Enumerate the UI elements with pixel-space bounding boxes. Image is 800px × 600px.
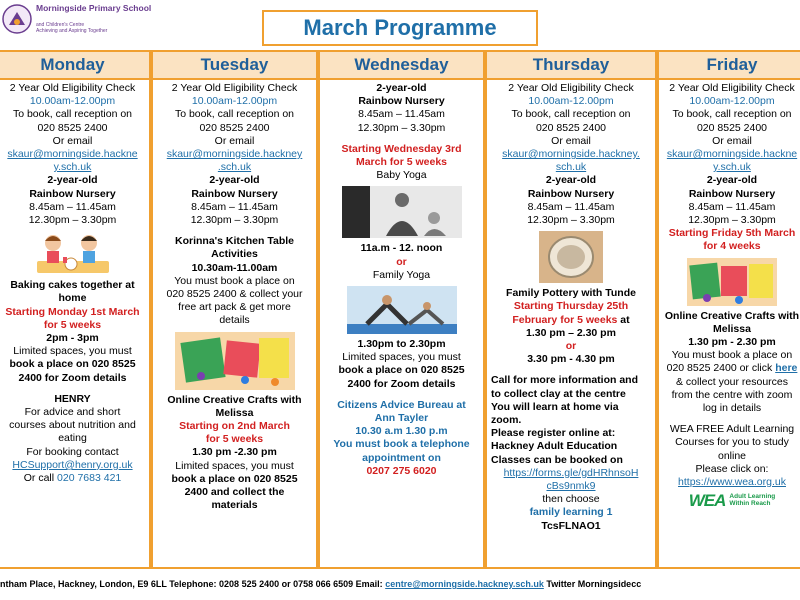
citizens-advice-title: Citizens Advice Bureau at Ann Tayler	[337, 398, 466, 425]
crafts-time: 1.30 pm - 2.30 pm	[688, 336, 776, 349]
henry-phone: Or call 020 7683 421	[23, 472, 122, 485]
nursery-afternoon: 12.30pm – 3.30pm	[527, 214, 615, 227]
course-code: TcsFLNAO1	[541, 519, 601, 532]
pottery-time-2: 3.30 pm - 4.30 pm	[527, 353, 615, 366]
citizens-advice-time: 10.30 a.m 1.30 p.m	[355, 425, 448, 438]
booking-text: To book, call reception on	[672, 108, 792, 121]
nursery-name: Rainbow Nursery	[358, 95, 445, 108]
eligibility-time: 10.00am-12.00pm	[191, 95, 278, 108]
or-email: Or email	[214, 134, 255, 147]
crafts-booking: You must book a place on 020 8525 2400 or click here & collect your resources from the centre with zoom log in details	[666, 349, 798, 415]
eligibility-title: 2 Year Old Eligibility Check	[508, 82, 634, 94]
booking-phone: 020 8525 2400	[37, 121, 108, 134]
nursery-afternoon: 12.30pm – 3.30pm	[688, 214, 776, 227]
nursery-age: 2-year-old	[376, 82, 427, 94]
family-learning-text: family learning 1	[529, 506, 613, 519]
registration-link[interactable]: https://forms.gle/gdHRhnsoH cBs9nmk9	[503, 466, 639, 493]
or-email: Or email	[52, 134, 93, 147]
thursday-header: Thursday	[487, 52, 655, 80]
kitchen-time: 10.30am-11.00am	[191, 261, 278, 274]
baking-booking: Limited spaces, you must book a place on 020 8525 2400 for Zoom details	[9, 345, 136, 384]
pottery-info: Call for more information and to collect clay at the centre You will learn at home via zoom. Please register online at: Hackney Adult Education Classes can be booked on	[491, 374, 639, 466]
then-choose: then choose	[542, 493, 600, 506]
friday-column	[657, 50, 800, 569]
eligibility-title: 2 Year Old Eligibility Check	[669, 82, 795, 94]
nursery-name: Rainbow Nursery	[191, 187, 278, 200]
baby-yoga-time: 11a.m - 12. noon	[360, 242, 443, 255]
baking-children-icon	[33, 231, 113, 275]
or-email: Or email	[551, 134, 591, 147]
school-crest-icon	[2, 4, 32, 34]
school-logo	[0, 0, 160, 44]
family-yoga-booking: Limited spaces, you must book a place on 020 8525 2400 for Zoom details	[338, 351, 465, 390]
booking-phone: 020 8525 2400	[199, 121, 270, 134]
wednesday-column	[318, 50, 485, 569]
email-link[interactable]: skaur@morningside.hackney. sch.uk	[502, 148, 640, 174]
nursery-age: 2-year-old	[545, 174, 597, 187]
nursery-age: 2-year-old	[706, 174, 758, 187]
craft-materials-icon	[175, 332, 295, 390]
baking-start: Starting Monday 1st March for 5 weeks	[5, 305, 140, 331]
or-text: or	[565, 340, 577, 353]
here-link[interactable]: here	[775, 362, 798, 375]
citizens-advice-booking: You must book a telephone appointment on	[333, 438, 470, 464]
email-link[interactable]: skaur@morningside.hackney .sch.uk	[166, 148, 303, 174]
monday-column	[0, 50, 151, 569]
nursery-morning: 8.45am – 11.45am	[688, 200, 776, 213]
wednesday-header: Wednesday	[320, 52, 483, 80]
crafts-booking: Limited spaces, you must book a place on 020 8525 2400 and collect the materials	[171, 459, 298, 512]
craft-materials-icon	[687, 258, 777, 306]
booking-phone: 020 8525 2400	[535, 121, 607, 134]
baby-yoga-photo-icon	[342, 186, 462, 238]
crafts-time: 1.30 pm -2.30 pm	[192, 446, 277, 459]
crafts-start: Starting on 2nd March for 5 weeks	[179, 420, 290, 446]
henry-description: For advice and short courses about nutrition and eating For booking contact	[9, 406, 136, 458]
or-email: Or email	[712, 134, 752, 147]
monday-header: Monday	[0, 52, 149, 80]
nursery-morning: 8.45am – 11.45am	[527, 200, 615, 213]
friday-header: Friday	[659, 52, 800, 80]
family-yoga-time: 1.30pm to 2.30pm	[357, 338, 446, 351]
eligibility-title: 2 Year Old Eligibility Check	[171, 82, 298, 94]
nursery-morning: 8.45am – 11.45am	[358, 108, 445, 121]
nursery-afternoon: 12.30pm – 3.30pm	[190, 214, 279, 227]
pottery-bowl-icon	[539, 231, 603, 283]
wea-logo: WEA Adult Learning Within Reach	[688, 490, 776, 510]
baking-time: 2pm - 3pm	[46, 332, 99, 345]
nursery-age: 2-year-old	[209, 174, 260, 187]
nursery-afternoon: 12.30pm – 3.30pm	[357, 121, 446, 134]
crafts-title: Online Creative Crafts with Melissa	[167, 393, 302, 419]
nursery-name: Rainbow Nursery	[688, 187, 776, 200]
eligibility-title: 2 Year Old Eligibility Check	[9, 82, 136, 94]
nursery-name: Rainbow Nursery	[527, 187, 615, 200]
nursery-morning: 8.45am – 11.45am	[29, 200, 116, 213]
family-yoga-title: Family Yoga	[372, 268, 431, 281]
footer-contact: ntham Place, Hackney, London, E9 6LL Telephone: 0208 525 2400 or 0758 066 6509 Email: centre@morningside.hackney.sch.uk Twitter Morningsidecc	[0, 579, 642, 589]
yoga-start: Starting Wednesday 3rd March for 5 weeks	[341, 142, 462, 169]
booking-text: To book, call reception on	[511, 108, 631, 121]
tuesday-header: Tuesday	[153, 52, 316, 80]
family-yoga-photo-icon	[347, 286, 457, 334]
booking-phone: 020 8525 2400	[696, 121, 768, 134]
crafts-start: Starting Friday 5th March for 4 weeks	[668, 227, 796, 253]
pottery-start: Starting Thursday 25th February for 5 weeks at	[512, 300, 630, 326]
booking-text: To book, call reception on	[12, 108, 133, 121]
nursery-age: 2-year-old	[47, 174, 98, 187]
school-name: Morningside Primary School	[36, 3, 152, 13]
kitchen-title: Korinna's Kitchen Table Activities	[175, 235, 294, 261]
booking-text: To book, call reception on	[174, 108, 295, 121]
wea-link[interactable]: https://www.wea.org.uk	[678, 476, 786, 489]
henry-title: HENRY	[54, 392, 91, 405]
kitchen-booking: You must book a place on 020 8525 2400 & collect your free art pack & get more details	[166, 274, 303, 327]
citizens-advice-phone: 0207 275 6020	[366, 464, 437, 477]
eligibility-time: 10.00am-12.00pm	[29, 95, 116, 108]
email-link[interactable]: skaur@morningside.hackne y.sch.uk	[666, 148, 798, 174]
eligibility-time: 10.00am-12.00pm	[528, 95, 614, 108]
crafts-title: Online Creative Crafts with Melissa	[664, 309, 800, 335]
eligibility-time: 10.00am-12.00pm	[689, 95, 775, 108]
footer-email-link[interactable]: centre@morningside.hackney.sch.uk	[385, 579, 544, 589]
or-text: or	[396, 255, 407, 268]
page-title: March Programme	[262, 10, 538, 46]
tuesday-column	[151, 50, 318, 569]
email-link[interactable]: skaur@morningside.hackne y.sch.uk	[7, 148, 138, 174]
baby-yoga-title: Baby Yoga	[376, 169, 427, 182]
nursery-name: Rainbow Nursery	[29, 187, 116, 200]
nursery-afternoon: 12.30pm – 3.30pm	[28, 214, 117, 227]
pottery-title: Family Pottery with Tunde	[506, 287, 636, 300]
pottery-time-1: 1.30 pm – 2.30 pm	[526, 326, 616, 339]
henry-email-link[interactable]: HCSupport@henry.org.uk	[12, 458, 133, 471]
school-subtitle: and Children's Centre Achieving and Aspiring Together	[36, 22, 108, 34]
thursday-column	[485, 50, 657, 569]
nursery-morning: 8.45am – 11.45am	[191, 200, 278, 213]
wea-info: WEA FREE Adult Learning Courses for you to study online Please click on:	[669, 423, 795, 475]
baking-title: Baking cakes together at home	[10, 279, 135, 305]
